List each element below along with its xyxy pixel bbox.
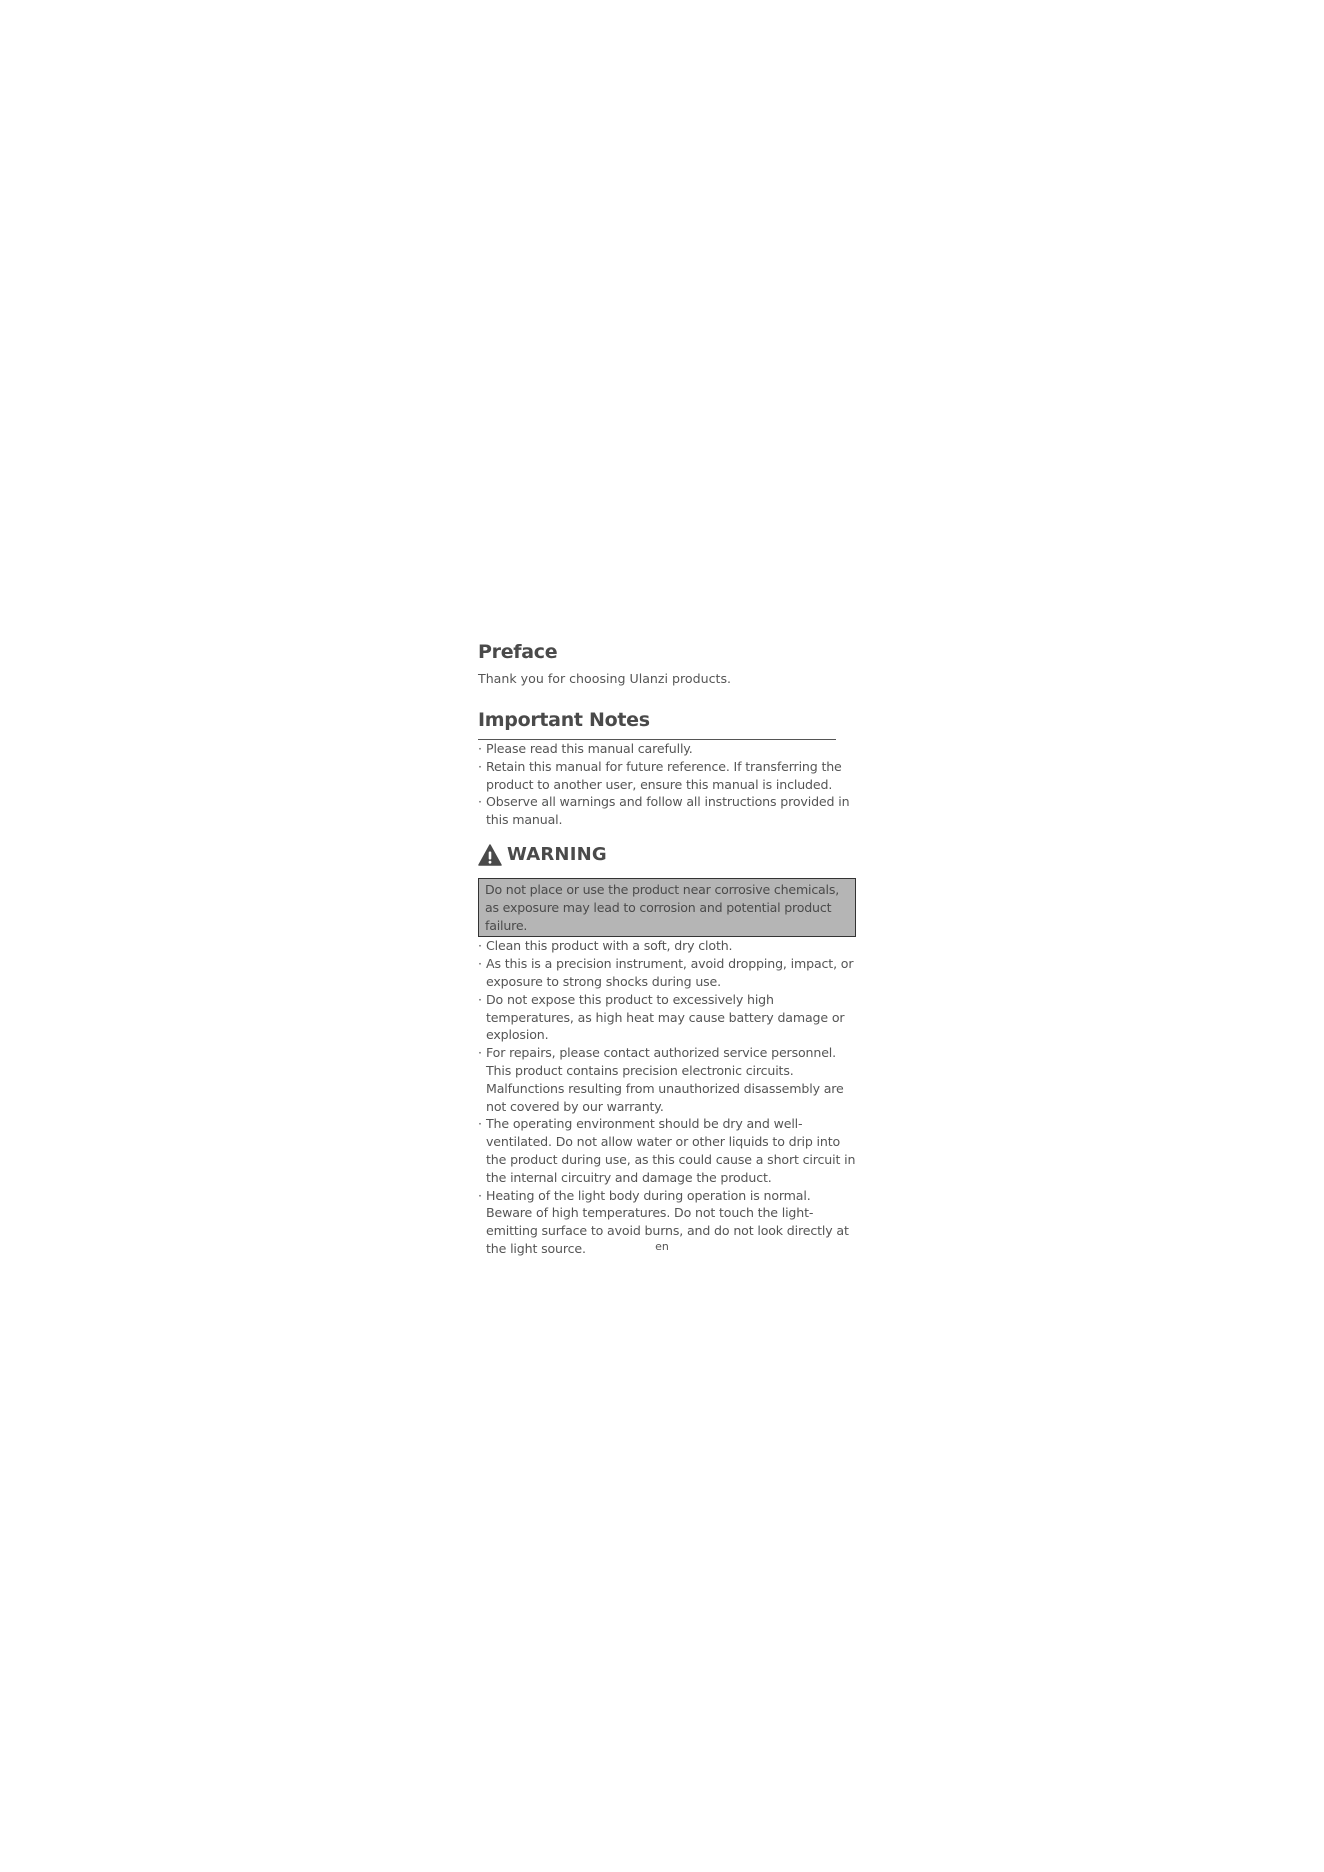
list-item: · Heating of the light body during operation is normal. Beware of high temperatures. Do not touch the light-emitting surface to avoid burns, and do not look directly at the light source. (478, 1187, 849, 1256)
warning-box: Do not place or use the product near corrosive chemicals, as exposure may lead to corrosion and potential product failure. (478, 878, 856, 937)
bullet-icon: · (478, 794, 482, 810)
list-item: · As this is a precision instrument, avoid dropping, impact, or exposure to strong shocks during use. (478, 956, 854, 989)
warning-heading (478, 841, 856, 869)
list-item: · Observe all warnings and follow all instructions provided in this manual. (478, 794, 850, 828)
bullet-icon: · (478, 1187, 482, 1203)
important-notes-heading: Important Notes (478, 709, 650, 731)
bullet-icon: · (478, 1116, 482, 1132)
preface-heading: Preface (478, 641, 558, 663)
bullet-icon: · (478, 956, 482, 972)
preface-text: Thank you for choosing Ulanzi products. (478, 671, 732, 686)
list-item: · Do not expose this product to excessively high temperatures, as high heat may cause battery damage or explosion. (478, 991, 845, 1043)
important-notes-list (478, 740, 856, 829)
list-item: · Clean this product with a soft, dry cloth. (478, 938, 733, 954)
list-item: · Retain this manual for future reference. If transferring the product to another user, ensure this manual is included. (478, 758, 842, 792)
list-item: · For repairs, please contact authorized service personnel. This product contains precision electronic circuits. Malfunctions resulting from unauthorized disassembly are not covered by our warranty. (478, 1045, 844, 1114)
bullet-icon: · (478, 991, 482, 1007)
manual-page (478, 638, 856, 1258)
warning-label: WARNING (507, 844, 607, 866)
bullet-icon: · (478, 758, 482, 774)
bullet-icon: · (478, 938, 482, 954)
page-language-label: en (655, 1240, 669, 1253)
list-item: · Please read this manual carefully. (478, 741, 693, 756)
warning-triangle-icon (478, 844, 502, 866)
care-instructions-list (478, 937, 856, 1257)
list-item: · The operating environment should be dry and well-ventilated. Do not allow water or other liquids to drip into the product during use, as this could cause a short circuit in the internal circuitry and damage the product. (478, 1116, 856, 1185)
bullet-icon: · (478, 1045, 482, 1061)
bullet-icon: · (478, 741, 482, 756)
